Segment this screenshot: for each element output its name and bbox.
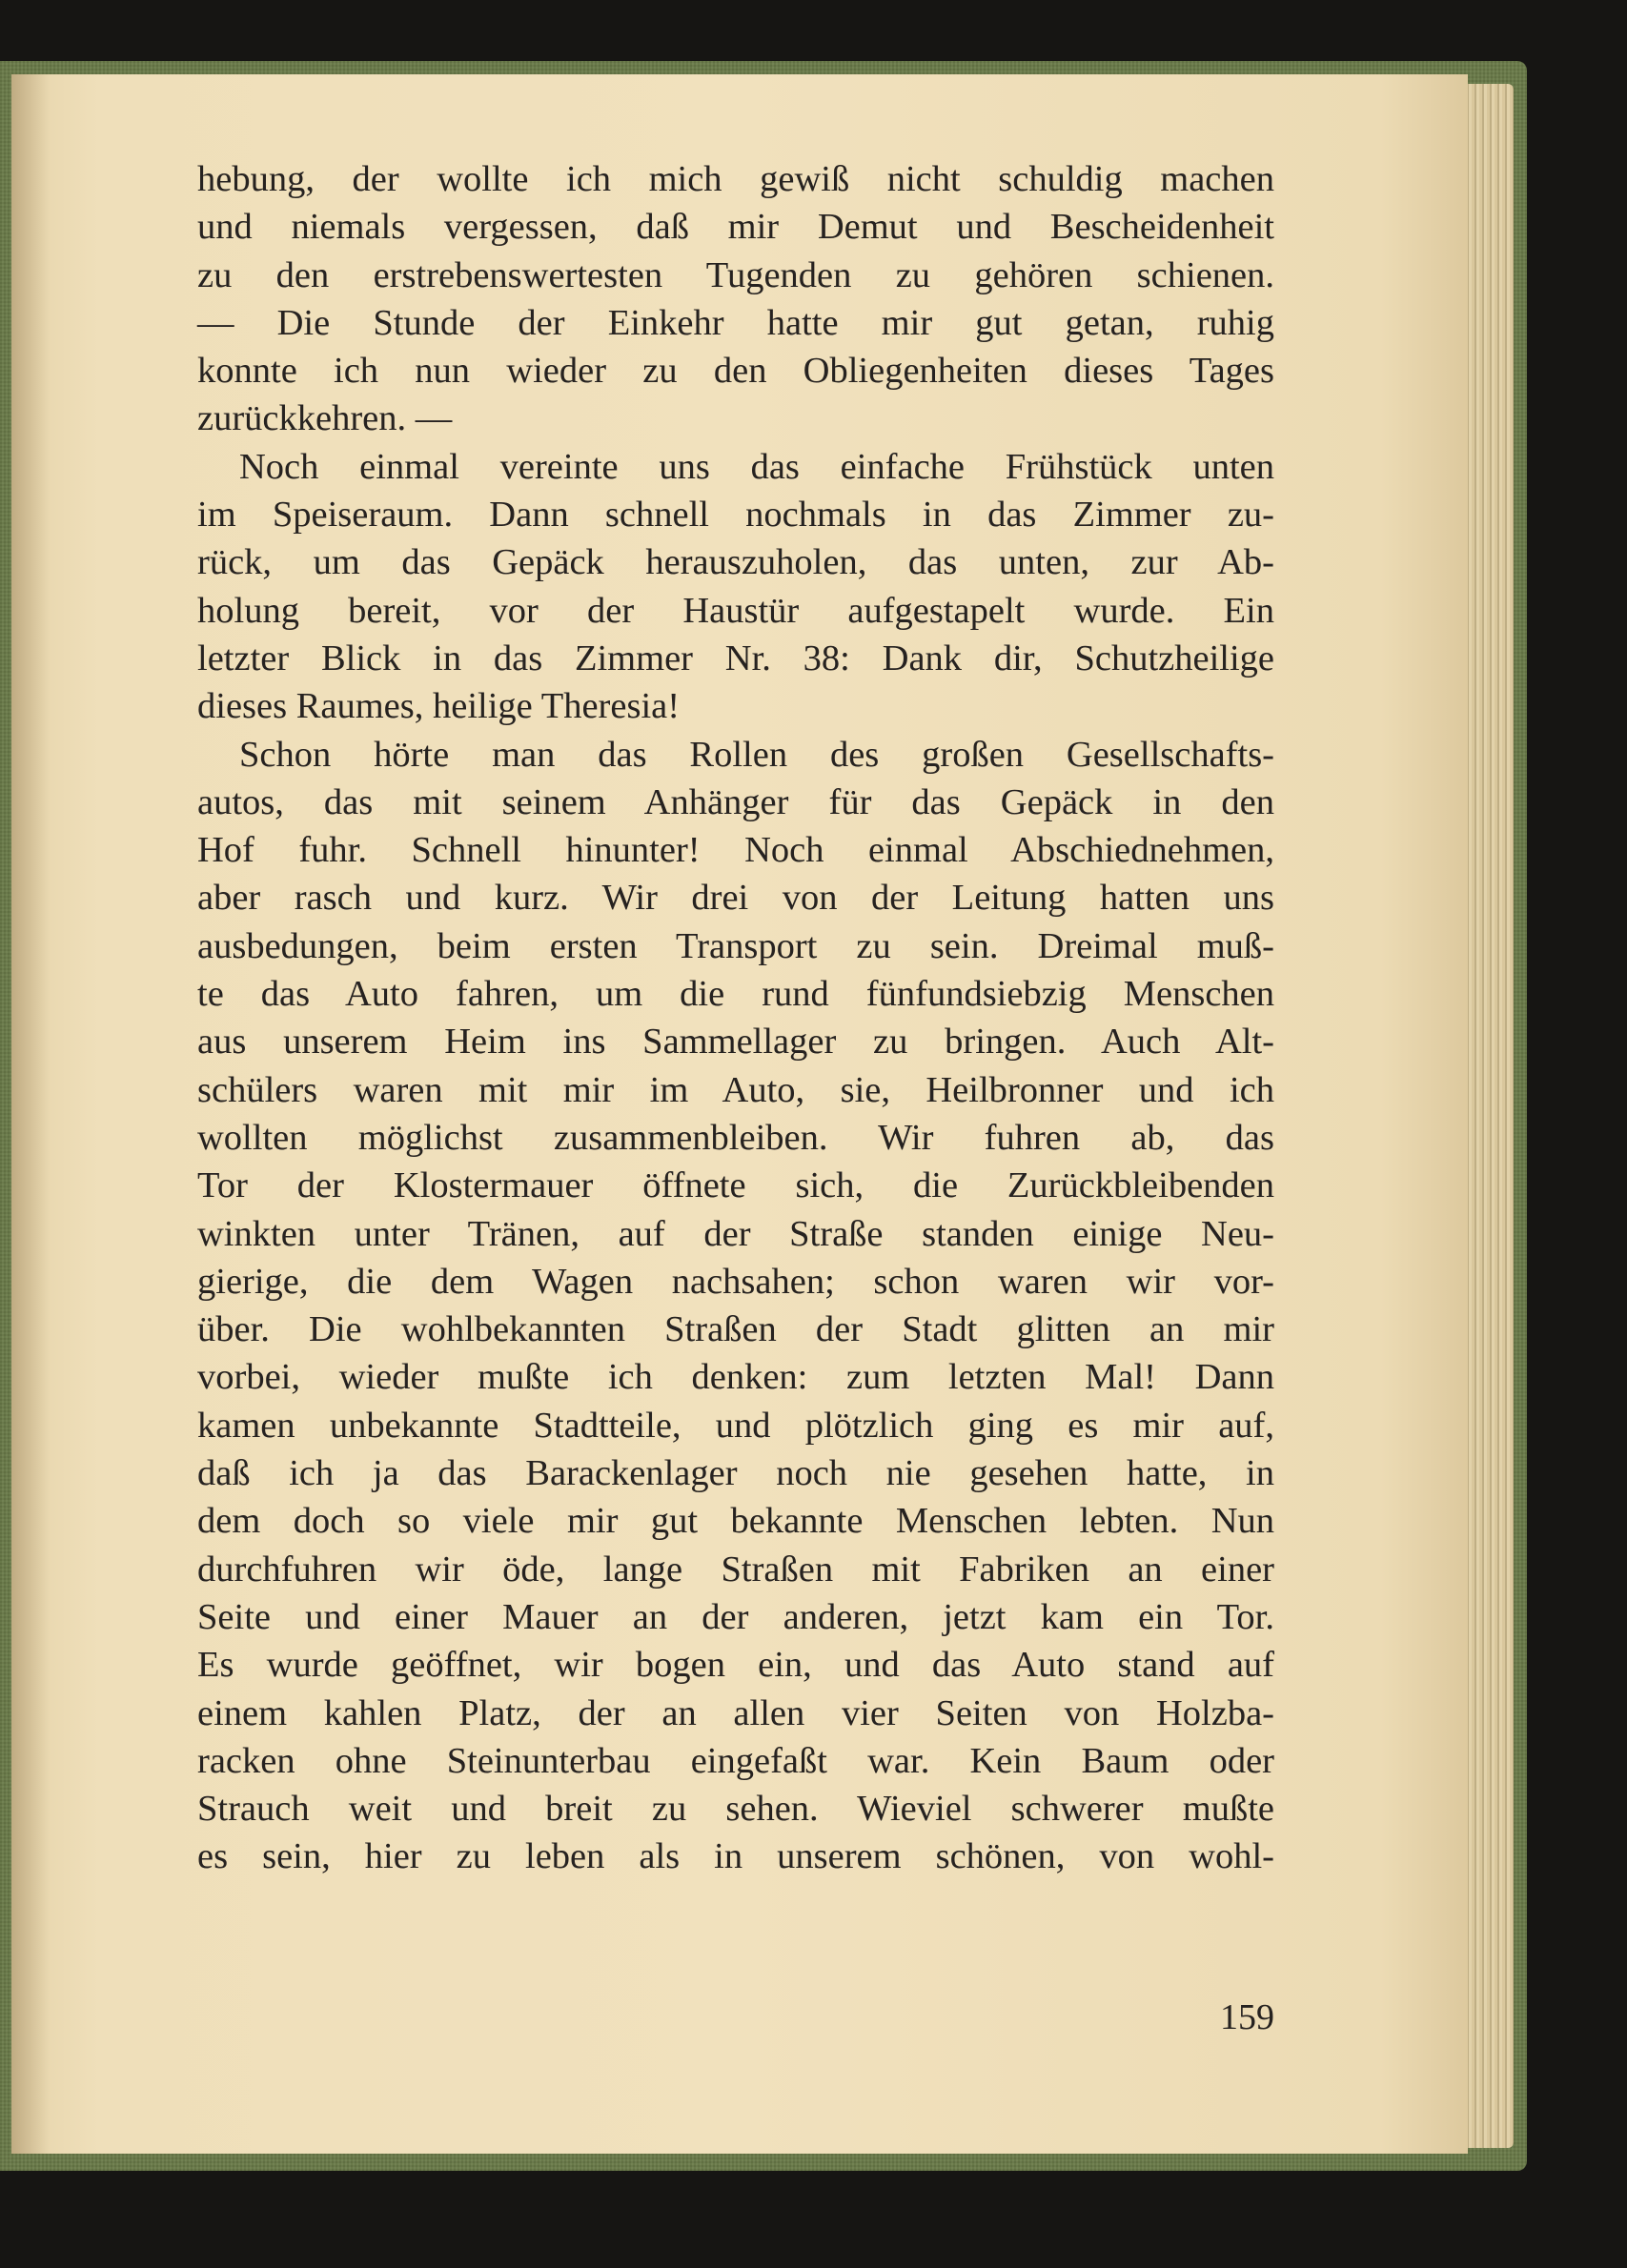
text-line: wollten möglichst zusammenbleiben. Wir fuhren ab, das [197, 1117, 1274, 1158]
body-text [197, 155, 1274, 1881]
paragraph [197, 731, 1274, 1881]
text-line: gierige, die dem Wagen nachsahen; schon waren wir vor- [197, 1261, 1274, 1302]
text-line: über. Die wohlbekannten Straßen der Stadt glitten an mir [197, 1309, 1274, 1350]
text-line: holung bereit, vor der Haustür aufgestapelt wurde. Ein [197, 590, 1274, 631]
text-line: Strauch weit und breit zu sehen. Wieviel schwerer mußte [197, 1789, 1274, 1830]
text-line: autos, das mit seinem Anhänger für das Gepäck in den [197, 781, 1274, 822]
binding-shadow [11, 74, 50, 2154]
text-line: schülers waren mit mir im Auto, sie, Heilbronner und ich [197, 1069, 1274, 1110]
text-line: Noch einmal vereinte uns das einfache Frühstück unten [239, 446, 1274, 487]
text-line: im Speiseraum. Dann schnell nochmals in das Zimmer zu- [197, 495, 1274, 536]
text-line: es sein, hier zu leben als in unserem schönen, von wohl- [197, 1836, 1274, 1877]
text-line: Schon hörte man das Rollen des großen Gesellschafts- [239, 734, 1274, 775]
text-line: Seite und einer Mauer an der anderen, jetzt kam ein Tor. [197, 1596, 1274, 1637]
text-line: ausbedungen, beim ersten Transport zu sein. Dreimal muß- [197, 925, 1274, 966]
text-line: kamen unbekannte Stadtteile, und plötzlich ging es mir auf, [197, 1405, 1274, 1446]
text-line: Tor der Klostermauer öffnete sich, die Zurückbleibenden [197, 1165, 1274, 1206]
text-line: dieses Raumes, heilige Theresia! [197, 686, 681, 727]
text-line: aus unserem Heim ins Sammellager zu bringen. Auch Alt- [197, 1022, 1274, 1063]
paragraph [197, 443, 1274, 731]
text-line: zu den erstrebenswertesten Tugenden zu gehören schienen. [197, 254, 1274, 295]
paragraph [197, 155, 1274, 443]
text-line: Es wurde geöffnet, wir bogen ein, und das Auto stand auf [197, 1645, 1274, 1686]
text-line: te das Auto fahren, um die rund fünfundsiebzig Menschen [197, 974, 1274, 1015]
text-line: konnte ich nun wieder zu den Obliegenheiten dieses Tages [197, 351, 1274, 392]
text-line: aber rasch und kurz. Wir drei von der Leitung hatten uns [197, 878, 1274, 919]
text-line: letzter Blick in das Zimmer Nr. 38: Dank dir, Schutzheilige [197, 638, 1274, 678]
text-line: winkten unter Tränen, auf der Straße standen einige Neu- [197, 1213, 1274, 1254]
text-line: racken ohne Steinunterbau eingefaßt war. Kein Baum oder [197, 1740, 1274, 1781]
text-line: zurückkehren. — [197, 398, 453, 439]
text-line: dem doch so viele mir gut bekannte Menschen lebten. Nun [197, 1501, 1274, 1542]
text-line: daß ich ja das Barackenlager noch nie gesehen hatte, in [197, 1453, 1274, 1494]
text-line: vorbei, wieder mußte ich denken: zum letzten Mal! Dann [197, 1357, 1274, 1398]
text-line: hebung, der wollte ich mich gewiß nicht schuldig machen [197, 159, 1274, 199]
text-line: durchfuhren wir öde, lange Straßen mit Fabriken an einer [197, 1549, 1274, 1590]
text-line: und niemals vergessen, daß mir Demut und Bescheidenheit [197, 207, 1274, 248]
text-line: rück, um das Gepäck herauszuholen, das unten, zur Ab- [197, 542, 1274, 583]
page-number: 159 [1220, 1997, 1274, 2037]
text-line: — Die Stunde der Einkehr hatte mir gut getan, ruhig [197, 302, 1274, 343]
text-line: Hof fuhr. Schnell hinunter! Noch einmal Abschiednehmen, [197, 830, 1274, 871]
text-line: einem kahlen Platz, der an allen vier Seiten von Holzba- [197, 1692, 1274, 1733]
